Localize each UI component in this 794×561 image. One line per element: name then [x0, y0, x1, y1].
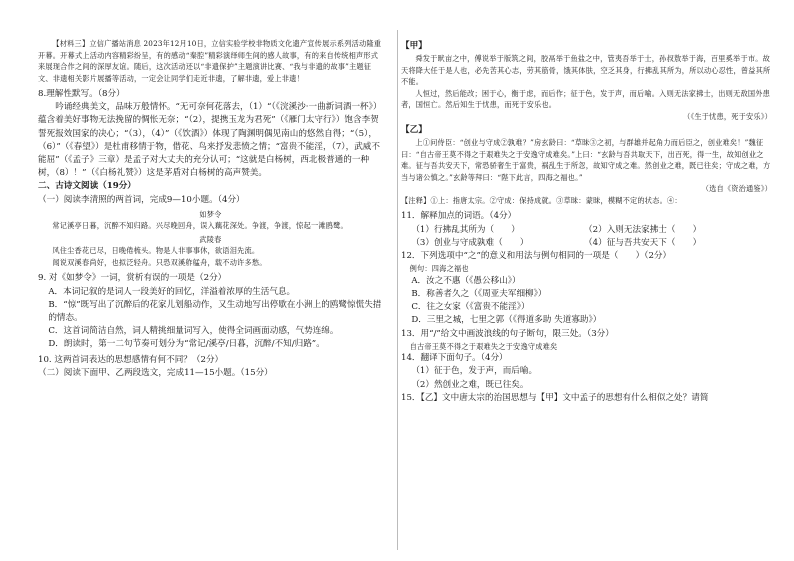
q12-question: 12．下列选项中“之”的意义和用法与例句相同的一项是（ ）（2分）: [401, 251, 672, 262]
q11-item: （3）创业与守成孰难（ ）: [411, 237, 529, 248]
q9-option-c: C．这首词简洁自然，词人精挑细量词写入，使得全词画面动感，气势连绵。: [48, 326, 339, 337]
q10-question: 10. 这两首词表达的思想感情有何不同？（2分）: [38, 354, 224, 365]
poem2-line2: 闻说双溪春尚好，也拟泛轻舟。只恐双溪舴艋舟，载不动许多愁。: [52, 257, 267, 267]
q9-option-a: A．本词记叙的是词人一段美好的回忆，洋溢着浓厚的生活气息。: [48, 286, 296, 297]
q8-title: 8.理解性默写。（8分）: [38, 89, 125, 99]
poem1-title: 如梦令: [199, 209, 222, 219]
jia-source: （《生于忧患，死于安乐》）: [683, 111, 772, 121]
q8-body: 吟诵经典美文，品味万般情怀。“无可奈何花落去，（1）“（《浣溪沙·一曲新词酒一杯》）蕴含着美好事物无法挽留的惆怅无奈；“（2），提携玉龙为君死”（《雁门太守行》）饱含李贺誓死报效国家的决心；“（3），（4）”（《饮酒》）体现了陶渊明偶见南山的悠然自得；“（5），（6）”（《春望》）是杜甫移情于物，借花、鸟来抒发悲愤之情；“富贵不能淫，（7），武威不能屈”（《孟子》三章）是孟子对大丈夫的充分认可；“这就是白杨树，西北极普通的一种树，（8）！”（《白杨礼赞》）这是茅盾对白杨树的高声赞美。: [38, 102, 382, 179]
poem1-text: 常记溪亭日暮，沉醉不知归路。兴尽晚回舟，误入藕花深处。争渡，争渡，惊起一滩鸥鹭。: [52, 221, 348, 231]
q9-option-b: B．“惊”既写出了沉醉后的花家儿划船动作，又生动地写出停歇在小洲上的鸥鹭惊慌失措的情态。: [48, 299, 382, 323]
annotation-note: 【注释】①上：指唐太宗。②守成：保持成就。③草昧：蒙昧，模糊不定的状态。④：: [401, 195, 682, 205]
q12-option-a: A．汝之不惠（《愚公移山》）: [411, 275, 521, 286]
q11-items-row1: [401, 224, 772, 237]
q14-item: （2）然创业之难，既已往矣。: [411, 379, 529, 390]
q9-stem: 9. 对《如梦令》一词，赏析有误的一项是（2分）: [38, 273, 227, 284]
jia-label: 【甲】: [401, 41, 427, 51]
q11-items-row2: [401, 237, 772, 250]
q11-question: 11．解释加点的词语。（4分）: [401, 211, 517, 222]
sub1-title: （一）阅读李清照的两首词，完成9—10小题。（4分）: [38, 194, 245, 205]
q15-question: 15．【乙】文中唐太宗的治国思想与【甲】文中孟子的思想有什么相似之处？请简: [401, 392, 709, 403]
q13-sentence: 自古帝王莫不得之于艰难失之于安逸守成难矣: [409, 341, 558, 351]
q11-item: （4）征与吾共安天下（ ）: [584, 237, 702, 248]
jia-paragraph-2: 人恒过，然后能改；困于心，衡于虑，而后作；征于色，发于声，而后喻。入则无法家拂士，出则无敌国外患者，国恒亡。然后知生于忧患，而死于安乐也。: [401, 88, 770, 110]
q12-example: 例句：四海之福也: [409, 264, 469, 274]
q12-option-d: D．三里之城，七里之郭（《得道多助 失道寡助》）: [411, 315, 602, 326]
yi-label: 【乙】: [401, 125, 427, 136]
poem2-title: 武陵春: [199, 234, 222, 244]
material3-paragraph: 【材料三】立信广播站消息 2023年12月10日，立信实验学校非物质文化遗产宣传展示系列活动隆重开幕。开幕式上活动内容精彩纷呈，有的感动“秦腔”精彩演绎师生间的感人故事，有的来自传统相声形式来展现合作之间的深厚友谊。随后，这次活动还以“非遗保护”主题演讲比赛、“我与非遗的故事”主题征文、非遗相关影片展播等活动，一定会让同学们走近非遗，了解非遗，爱上非遗！: [38, 39, 382, 83]
q13-question: 13．用“/”给文中画波浪线的句子断句，限三处。（3分）: [401, 328, 614, 339]
section2-title: 二、古诗文阅读（19分）: [38, 181, 136, 192]
q11-item: （1）行拂乱其所为（ ）: [411, 224, 520, 235]
q14-question: 14．翻译下面句子。（4分）: [401, 353, 508, 364]
q9-option-d: D．朗读时，第一二句节奏可划分为“常记/溪亭/日暮，沉醉/不知/归路”。: [48, 339, 325, 350]
q12-option-c: C．往之女家（《富贵不能淫》）: [411, 302, 530, 313]
poem2-line1: 风住尘香花已尽，日晚倦梳头。物是人非事事休，欲语泪先流。: [52, 246, 260, 256]
yi-source: （选自《资治通鉴》）: [701, 184, 772, 194]
q14-item: （1）征于色，发于声，而后喻。: [411, 366, 538, 377]
q12-option-b: B．称善者久之（《周亚夫军细柳》）: [411, 288, 547, 299]
yi-paragraph: 上①问侍臣：“创业与守成②孰难？”房玄龄曰：“草昧③之初，与群雄并起角力而后臣之，创业难矣！”魏征曰：“自古帝王莫不得之于艰难失之于安逸守成难矣。”上曰：“玄龄与吾共取天下，出百死，得一生，故知创业之难。征与吾共安天下，常恐骄奢生于富贵，祸乱生于所忽，故知守成之难。然创业之难，既已往矣；守成之难，方当与诸公慎之。”玄龄等拜曰：“陛下此言，四海之福也。”: [401, 138, 771, 182]
right-column: [397, 0, 794, 561]
jia-paragraph-1: 舜发于畎亩之中，傅说举于版筑之间，胶鬲举于鱼盐之中，管夷吾举于士，孙叔敖举于海，百里奚举于市。故天将降大任于是人也，必先苦其心志，劳其筋骨，饿其体肤，空乏其身，行拂乱其所为，所以动心忍性，曾益其所不能。: [401, 54, 771, 87]
sub2-title: （二）阅读下面甲、乙两段选文，完成11—15小题。（15分）: [38, 367, 273, 378]
q11-item: （2）入则无法家拂士（ ）: [584, 224, 702, 235]
